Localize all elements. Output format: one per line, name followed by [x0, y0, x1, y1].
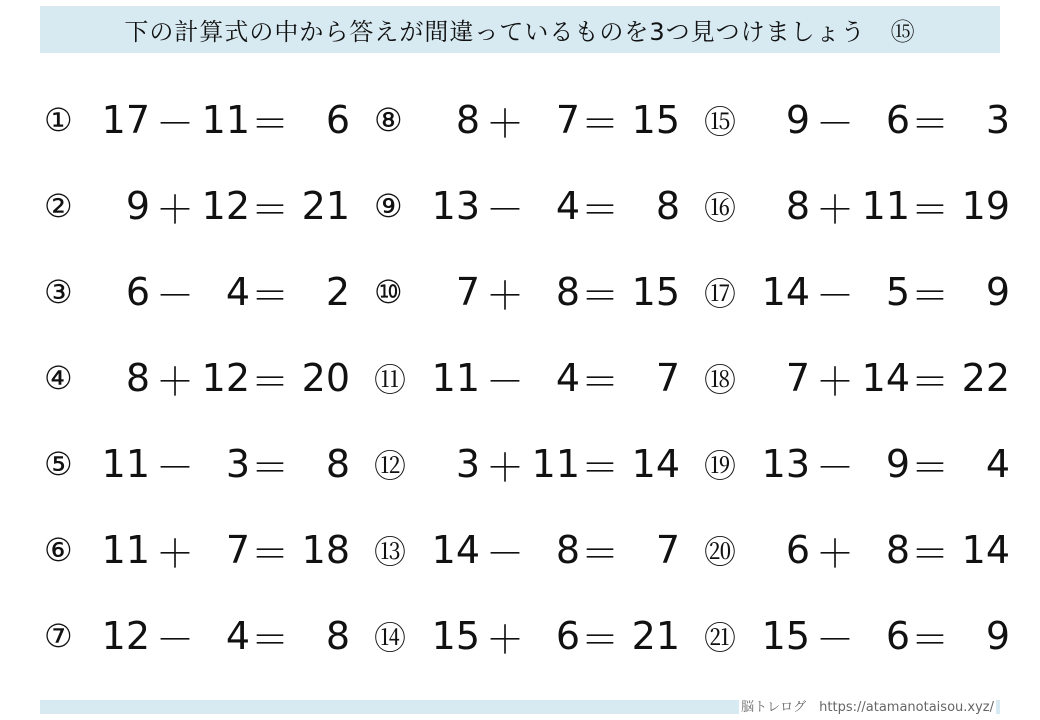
answer: 8: [655, 184, 680, 228]
problem-number: ⑯: [704, 189, 737, 227]
operand-a: 3: [455, 442, 480, 486]
operand-a: 12: [101, 614, 150, 658]
operand-b: 14: [861, 356, 910, 400]
problem-row: [0, 80, 1040, 160]
operand-a: 9: [125, 184, 150, 228]
problem-number: ⑫: [374, 447, 407, 485]
problem-item: [704, 424, 1010, 504]
problem-item: [704, 596, 1010, 676]
problem-item: [374, 166, 680, 246]
problem-number: ⑤: [44, 445, 73, 483]
answer: 4: [985, 442, 1010, 486]
equals-sign: ＝: [250, 445, 289, 490]
problem-item: [44, 596, 350, 676]
equals-sign: ＝: [910, 187, 949, 232]
operand-b: 9: [885, 442, 910, 486]
operand-b: 8: [555, 270, 580, 314]
operator: ＋: [155, 531, 194, 576]
operand-a: 6: [125, 270, 150, 314]
operator: －: [155, 273, 194, 318]
equals-sign: ＝: [580, 617, 619, 662]
operator: －: [815, 101, 854, 146]
operand-b: 6: [885, 98, 910, 142]
answer: 20: [301, 356, 350, 400]
problem-item: [374, 80, 680, 160]
problem-number: ⑳: [704, 533, 737, 571]
equals-sign: ＝: [250, 273, 289, 318]
equals-sign: ＝: [250, 617, 289, 662]
answer: 15: [631, 270, 680, 314]
problem-item: [374, 338, 680, 418]
operand-b: 7: [225, 528, 250, 572]
equals-sign: ＝: [580, 531, 619, 576]
problem-row: [0, 252, 1040, 332]
problem-item: [704, 252, 1010, 332]
operand-a: 15: [761, 614, 810, 658]
operand-b: 8: [555, 528, 580, 572]
operand-b: 5: [885, 270, 910, 314]
operand-b: 7: [555, 98, 580, 142]
answer: 22: [961, 356, 1010, 400]
equals-sign: ＝: [910, 445, 949, 490]
answer: 8: [325, 614, 350, 658]
operator: ＋: [815, 531, 854, 576]
operator: －: [155, 445, 194, 490]
operator: ＋: [155, 187, 194, 232]
problem-item: [374, 596, 680, 676]
problem-number: ⑲: [704, 447, 737, 485]
operand-a: 17: [101, 98, 150, 142]
equals-sign: ＝: [250, 101, 289, 146]
operand-a: 11: [101, 528, 150, 572]
operator: ＋: [485, 101, 524, 146]
operand-a: 6: [785, 528, 810, 572]
problem-number: ⑧: [374, 101, 403, 139]
equals-sign: ＝: [910, 531, 949, 576]
operand-a: 14: [431, 528, 480, 572]
operand-a: 11: [101, 442, 150, 486]
operand-a: 7: [785, 356, 810, 400]
problem-item: [374, 510, 680, 590]
answer: 14: [961, 528, 1010, 572]
operand-b: 12: [201, 356, 250, 400]
equals-sign: ＝: [580, 359, 619, 404]
answer: 15: [631, 98, 680, 142]
problem-number: ⑥: [44, 531, 73, 569]
operand-b: 4: [225, 270, 250, 314]
problem-number: ③: [44, 273, 73, 311]
operand-b: 4: [555, 184, 580, 228]
answer: 3: [985, 98, 1010, 142]
operand-a: 11: [431, 356, 480, 400]
operand-a: 7: [455, 270, 480, 314]
header-bar: [40, 6, 1000, 53]
answer: 19: [961, 184, 1010, 228]
problem-item: [44, 252, 350, 332]
problem-item: [44, 80, 350, 160]
problem-number: ⑩: [374, 273, 403, 311]
problem-number: ④: [44, 359, 73, 397]
problem-number: ⑱: [704, 361, 737, 399]
operand-b: 11: [201, 98, 250, 142]
operand-a: 13: [761, 442, 810, 486]
answer: 9: [985, 614, 1010, 658]
problem-row: [0, 166, 1040, 246]
operand-b: 4: [225, 614, 250, 658]
problem-number: ⑰: [704, 275, 737, 313]
problem-item: [44, 510, 350, 590]
operator: ＋: [485, 445, 524, 490]
operand-b: 8: [885, 528, 910, 572]
operator: －: [485, 359, 524, 404]
answer: 9: [985, 270, 1010, 314]
answer: 7: [655, 528, 680, 572]
answer: 2: [325, 270, 350, 314]
problem-number: ⑬: [374, 533, 407, 571]
operator: －: [815, 273, 854, 318]
operand-a: 8: [125, 356, 150, 400]
equals-sign: ＝: [250, 187, 289, 232]
operator: －: [485, 187, 524, 232]
operand-b: 3: [225, 442, 250, 486]
answer: 14: [631, 442, 680, 486]
equals-sign: ＝: [580, 273, 619, 318]
equals-sign: ＝: [910, 273, 949, 318]
problem-number: ⑨: [374, 187, 403, 225]
problem-item: [44, 166, 350, 246]
operator: ＋: [815, 187, 854, 232]
answer: 18: [301, 528, 350, 572]
operand-b: 11: [861, 184, 910, 228]
operand-b: 12: [201, 184, 250, 228]
answer: 8: [325, 442, 350, 486]
operator: －: [815, 445, 854, 490]
problem-number: ⑦: [44, 617, 73, 655]
problem-number: ②: [44, 187, 73, 225]
problem-item: [704, 510, 1010, 590]
operand-a: 15: [431, 614, 480, 658]
problem-number: ⑭: [374, 619, 407, 657]
operand-b: 6: [885, 614, 910, 658]
answer: 6: [325, 98, 350, 142]
problem-row: [0, 338, 1040, 418]
problem-item: [374, 252, 680, 332]
problem-item: [44, 424, 350, 504]
operator: ＋: [815, 359, 854, 404]
equals-sign: ＝: [910, 617, 949, 662]
answer: 7: [655, 356, 680, 400]
answer: 21: [631, 614, 680, 658]
operand-b: 4: [555, 356, 580, 400]
equals-sign: ＝: [250, 359, 289, 404]
equals-sign: ＝: [580, 445, 619, 490]
operator: －: [155, 101, 194, 146]
operator: ＋: [155, 359, 194, 404]
equals-sign: ＝: [910, 359, 949, 404]
operand-a: 14: [761, 270, 810, 314]
problem-row: [0, 510, 1040, 590]
operand-b: 11: [531, 442, 580, 486]
problem-item: [704, 166, 1010, 246]
operand-a: 13: [431, 184, 480, 228]
problem-row: [0, 424, 1040, 504]
operand-a: 9: [785, 98, 810, 142]
equals-sign: ＝: [250, 531, 289, 576]
problem-item: [704, 80, 1010, 160]
problem-item: [374, 424, 680, 504]
problem-row: [0, 596, 1040, 676]
problem-item: [44, 338, 350, 418]
answer: 21: [301, 184, 350, 228]
operator: －: [815, 617, 854, 662]
operand-b: 6: [555, 614, 580, 658]
problem-item: [704, 338, 1010, 418]
equals-sign: ＝: [580, 101, 619, 146]
equals-sign: ＝: [910, 101, 949, 146]
operator: ＋: [485, 617, 524, 662]
problem-number: ⑪: [374, 361, 407, 399]
problem-number: ㉑: [704, 619, 737, 657]
operator: －: [485, 531, 524, 576]
problem-number: ①: [44, 101, 73, 139]
operand-a: 8: [455, 98, 480, 142]
page-title: 下の計算式の中から答えが間違っているものを3つ見つけましょう ⑮: [124, 18, 916, 46]
operator: －: [155, 617, 194, 662]
problem-number: ⑮: [704, 103, 737, 141]
equals-sign: ＝: [580, 187, 619, 232]
operator: ＋: [485, 273, 524, 318]
operand-a: 8: [785, 184, 810, 228]
footer-credit: 脳トレログ https://atamanotaisou.xyz/: [739, 696, 996, 715]
